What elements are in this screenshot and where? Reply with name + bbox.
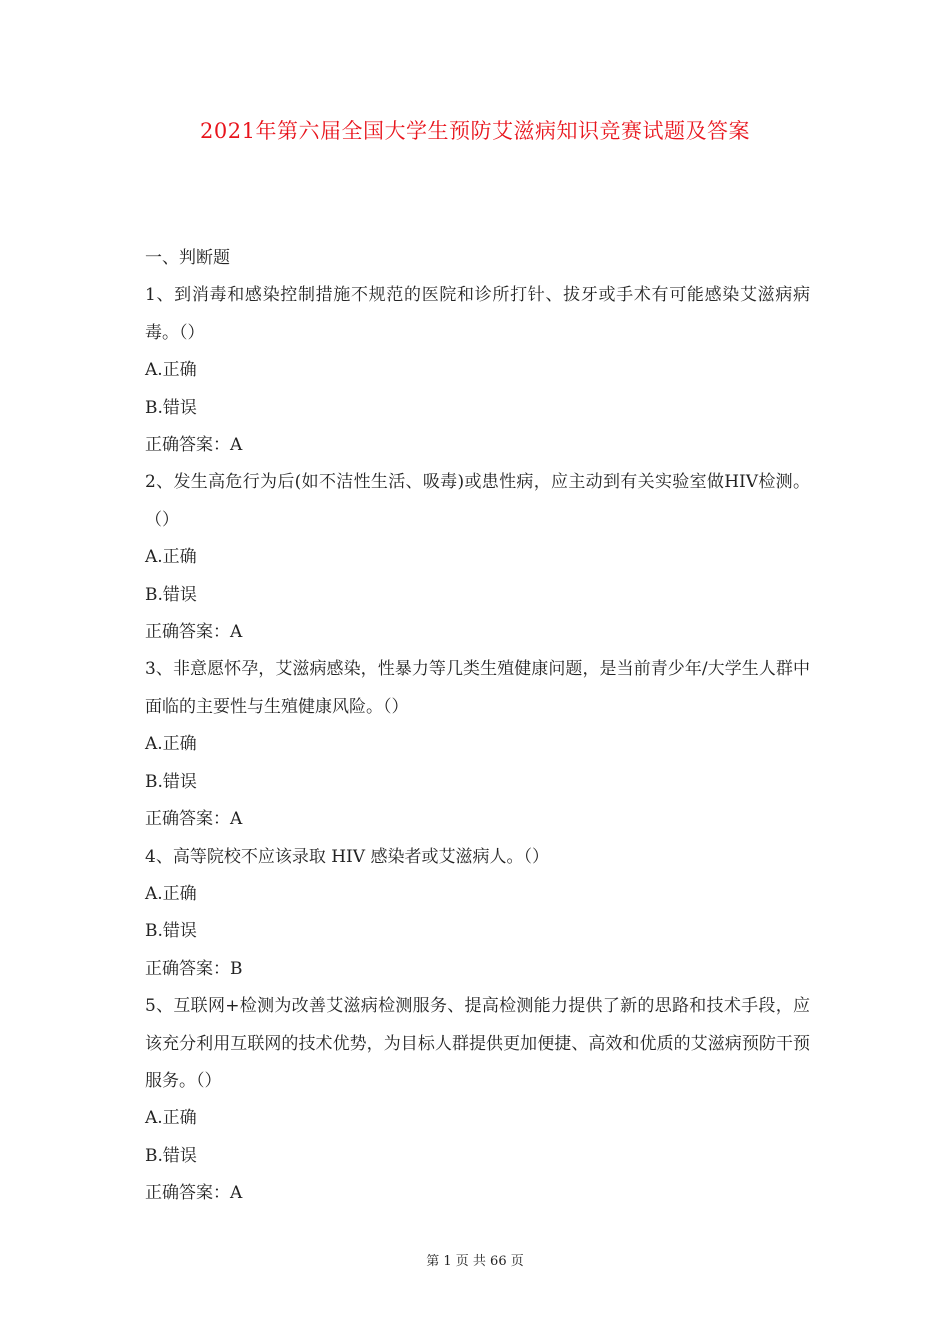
- question-text: 2、发生高危行为后(如不洁性生活、吸毒)或患性病，应主动到有关实验室做HIV检测。（）: [145, 472, 810, 530]
- question-item: [145, 651, 810, 838]
- correct-answer: 正确答案：A: [145, 622, 243, 643]
- correct-answer: 正确答案：A: [145, 435, 243, 456]
- question-text: 1、到消毒和感染控制措施不规范的医院和诊所打针、拔牙或手术有可能感染艾滋病病毒。（）: [145, 285, 810, 343]
- document-title: 2021年第六届全国大学生预防艾滋病知识竞赛试题及答案: [200, 119, 750, 143]
- question-text: 5、互联网+检测为改善艾滋病检测服务、提高检测能力提供了新的思路和技术手段，应该充分利用互联网的技术优势，为目标人群提供更加便捷、高效和优质的艾滋病预防干预服务。（）: [145, 996, 810, 1091]
- option-b: B.错误: [145, 1145, 197, 1166]
- option-a: A.正确: [145, 883, 197, 904]
- option-a: A.正确: [145, 734, 197, 755]
- correct-answer: 正确答案：B: [145, 958, 243, 979]
- question-item: [145, 839, 810, 989]
- option-b: B.错误: [145, 584, 197, 605]
- option-a: A.正确: [145, 1108, 197, 1129]
- question-text: 4、高等院校不应该录取 HIV 感染者或艾滋病人。（）: [145, 846, 549, 867]
- question-text: 3、非意愿怀孕，艾滋病感染，性暴力等几类生殖健康问题，是当前青少年/大学生人群中面临的主要性与生殖健康风险。（）: [145, 659, 810, 717]
- document-body: [145, 240, 810, 1213]
- question-item: [145, 277, 810, 464]
- question-item: [145, 464, 810, 651]
- option-a: A.正确: [145, 360, 197, 381]
- option-b: B.错误: [145, 397, 197, 418]
- correct-answer: 正确答案：A: [145, 809, 243, 830]
- option-a: A.正确: [145, 547, 197, 568]
- section-heading: 一、判断题: [145, 248, 230, 268]
- option-b: B.错误: [145, 771, 197, 792]
- page-number-footer: 第 1 页 共 66 页: [426, 1254, 524, 1269]
- question-item: [145, 988, 810, 1212]
- correct-answer: 正确答案：A: [145, 1183, 243, 1204]
- option-b: B.错误: [145, 921, 197, 942]
